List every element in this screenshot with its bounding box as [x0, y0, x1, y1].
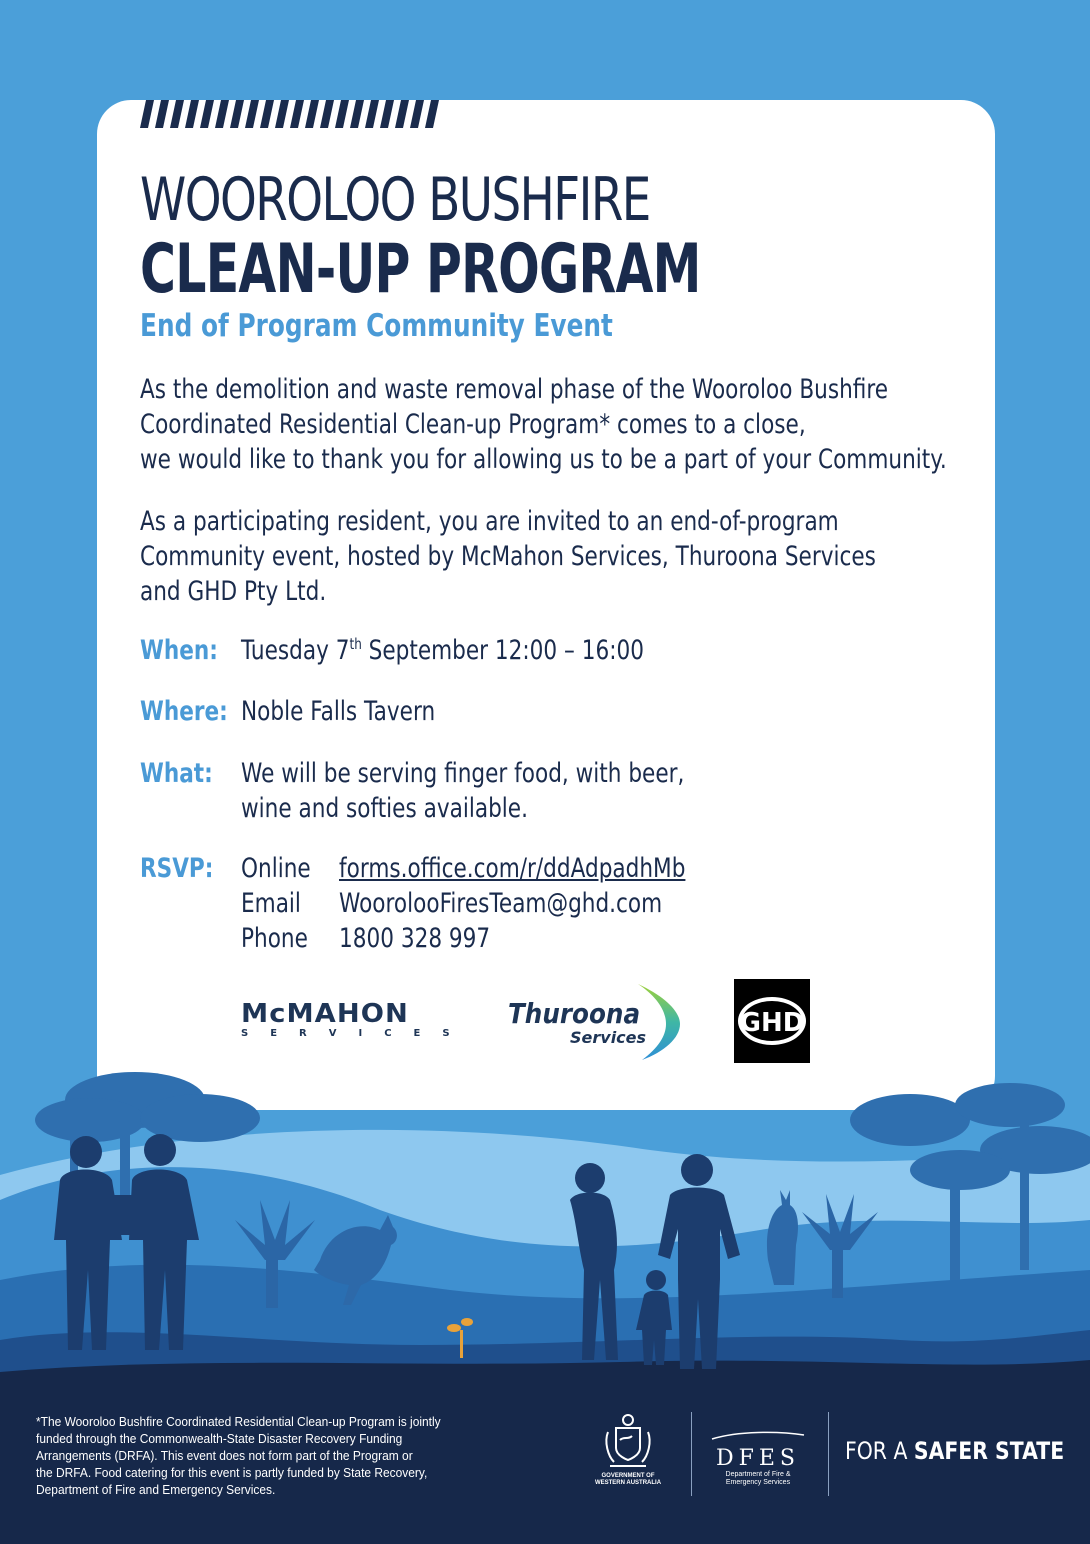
intro-line: we would like to thank you for allowing us to be a part of your Community.	[140, 444, 947, 475]
ghd-logo	[734, 979, 810, 1063]
intro-paragraph-2	[140, 504, 876, 609]
when-date: Tuesday 7	[241, 635, 350, 666]
when-time: September 12:00 – 16:00	[361, 635, 644, 666]
tagline	[845, 1437, 1064, 1465]
title-line-1: WOOROLOO BUSHFIRE	[140, 165, 650, 235]
govt-line: WESTERN AUSTRALIA	[594, 1480, 662, 1486]
dfes-sub-line: Emergency Services	[725, 1479, 791, 1486]
footer-note-line: Arrangements (DRFA). This event does not form part of the Program or	[36, 1448, 413, 1463]
dfes-name: DFES	[715, 1446, 801, 1471]
rsvp-online-link[interactable]: forms.office.com/r/ddAdpadhMb	[339, 853, 686, 884]
thuroona-logo-sub: Services	[570, 1028, 647, 1047]
mcmahon-logo	[241, 1000, 472, 1040]
rsvp-phone-value[interactable]: 1800 328 997	[339, 923, 491, 954]
footer-note-line: Department of Fire and Emergency Services.	[36, 1482, 276, 1497]
intro-line: and GHD Pty Ltd.	[140, 576, 327, 607]
subtitle: End of Program Community Event	[140, 308, 613, 344]
what-line: We will be serving finger food, with beer,	[241, 758, 685, 789]
footer-divider	[828, 1412, 829, 1496]
where-label: Where:	[140, 696, 228, 727]
govt-wa-logo	[584, 1410, 672, 1487]
what-line: wine and softies available.	[241, 793, 528, 824]
footer-note-line: funded through the Commonwealth-State Disaster Recovery Funding	[36, 1431, 403, 1446]
intro-paragraph-1	[140, 372, 947, 477]
rsvp-method-email: Email	[241, 888, 301, 919]
govt-line: GOVERNMENT OF	[601, 1473, 655, 1479]
thuroona-logo-name: Thuroona	[508, 997, 641, 1030]
rsvp-email-value[interactable]: WoorolooFiresTeam@ghd.com	[339, 888, 663, 919]
what-label: What:	[140, 758, 213, 789]
what-value	[241, 756, 684, 826]
where-value: Noble Falls Tavern	[241, 696, 436, 727]
intro-line: Coordinated Residential Clean-up Program* comes to a close,	[140, 409, 806, 440]
thuroona-swoosh-icon	[636, 982, 682, 1062]
when-suffix: th	[349, 635, 362, 653]
tagline-pre: FOR A	[845, 1437, 914, 1465]
ghd-logo-mark	[734, 979, 810, 1063]
dfes-logo	[708, 1428, 808, 1487]
title-line-2: CLEAN-UP PROGRAM	[140, 230, 701, 309]
coat-of-arms-icon	[598, 1410, 658, 1470]
dfes-swoosh-icon	[708, 1431, 808, 1441]
footer-divider	[691, 1412, 692, 1496]
ghd-logo-text: GHD	[739, 1008, 805, 1038]
rsvp-method-phone: Phone	[241, 923, 308, 954]
intro-line: As a participating resident, you are invited to an end-of-program	[140, 506, 839, 537]
dfes-sub-line: Department of Fire &	[725, 1471, 791, 1478]
mcmahon-logo-sub: SERVICES	[241, 1028, 472, 1039]
footer-note-line: *The Wooroloo Bushfire Coordinated Residential Clean-up Program is jointly	[36, 1414, 441, 1429]
rsvp-label: RSVP:	[140, 853, 214, 884]
footer-note-line: the DRFA. Food catering for this event is partly funded by State Recovery,	[36, 1465, 428, 1480]
footer-note	[36, 1413, 441, 1498]
when-label: When:	[140, 635, 218, 666]
intro-line: As the demolition and waste removal phase of the Wooroloo Bushfire	[140, 374, 889, 405]
when-value	[241, 633, 644, 668]
mcmahon-logo-name: McMAHON	[241, 999, 409, 1029]
rsvp-method-online: Online	[241, 853, 311, 884]
stripe-decoration	[140, 100, 440, 128]
intro-line: Community event, hosted by McMahon Services, Thuroona Services	[140, 541, 876, 572]
tagline-bold: SAFER STATE	[913, 1437, 1065, 1465]
